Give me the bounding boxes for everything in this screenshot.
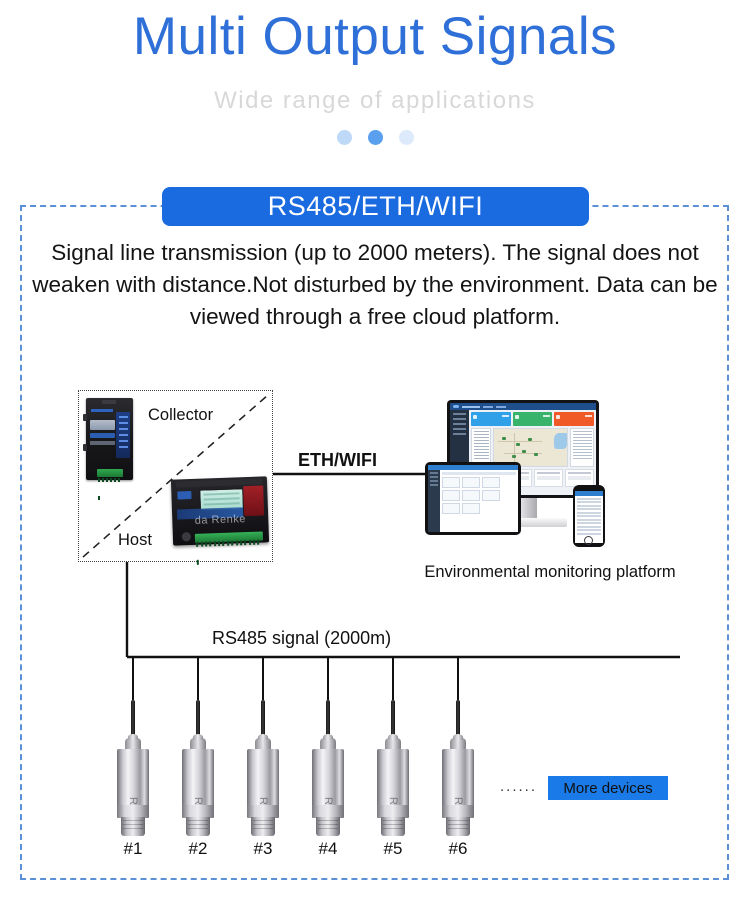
- tablet-screen: [428, 465, 518, 532]
- phone-home-button: [584, 536, 593, 545]
- sensor-label: #4: [318, 839, 338, 858]
- connectivity-badge: RS485/ETH/WIFI: [162, 187, 589, 226]
- cloud-icon: [453, 405, 459, 408]
- sensor-label: #3: [253, 839, 273, 858]
- sensor-label: #6: [448, 839, 468, 858]
- platform-devices-cluster: [425, 400, 645, 565]
- smartphone-image: [573, 485, 605, 547]
- page-subtitle: Wide range of applications: [214, 87, 536, 114]
- sensor-label: #2: [188, 839, 208, 858]
- sensor-label: #5: [383, 839, 403, 858]
- platform-caption: Environmental monitoring platform: [424, 563, 676, 581]
- page-title: Multi Output Signals: [132, 7, 618, 66]
- map-data-list: [570, 428, 594, 467]
- dashboard-stat-cards: [471, 412, 594, 426]
- sensor-label: #1: [123, 839, 143, 858]
- rs485-bus-label: RS485 signal (2000m): [212, 628, 392, 648]
- tablet-image: [425, 462, 521, 535]
- stat-card-green: [513, 412, 553, 426]
- panel-description: Signal line transmission (up to 2000 meters). The signal does not weaken with distance.Not disturbed by the environment. Data can be viewed through a free cloud platform.: [32, 240, 718, 329]
- dashboard-topbar: [450, 403, 596, 410]
- more-devices-ellipsis: ......: [500, 778, 538, 795]
- sensor-body: [247, 749, 279, 807]
- sensor-body: [312, 749, 344, 807]
- more-devices-badge[interactable]: More devices: [548, 776, 668, 800]
- collector-label: Collector: [148, 406, 214, 424]
- eth-wifi-link-label: ETH/WIFI: [298, 450, 377, 470]
- stat-card-orange: [554, 412, 594, 426]
- sensor-body: [377, 749, 409, 807]
- sensor-body: [442, 749, 474, 807]
- stat-card-blue: [471, 412, 511, 426]
- host-label: Host: [118, 531, 152, 549]
- sensor-body: [182, 749, 214, 807]
- host-watermark: da Renke: [194, 513, 247, 527]
- sensor-body: [117, 749, 149, 807]
